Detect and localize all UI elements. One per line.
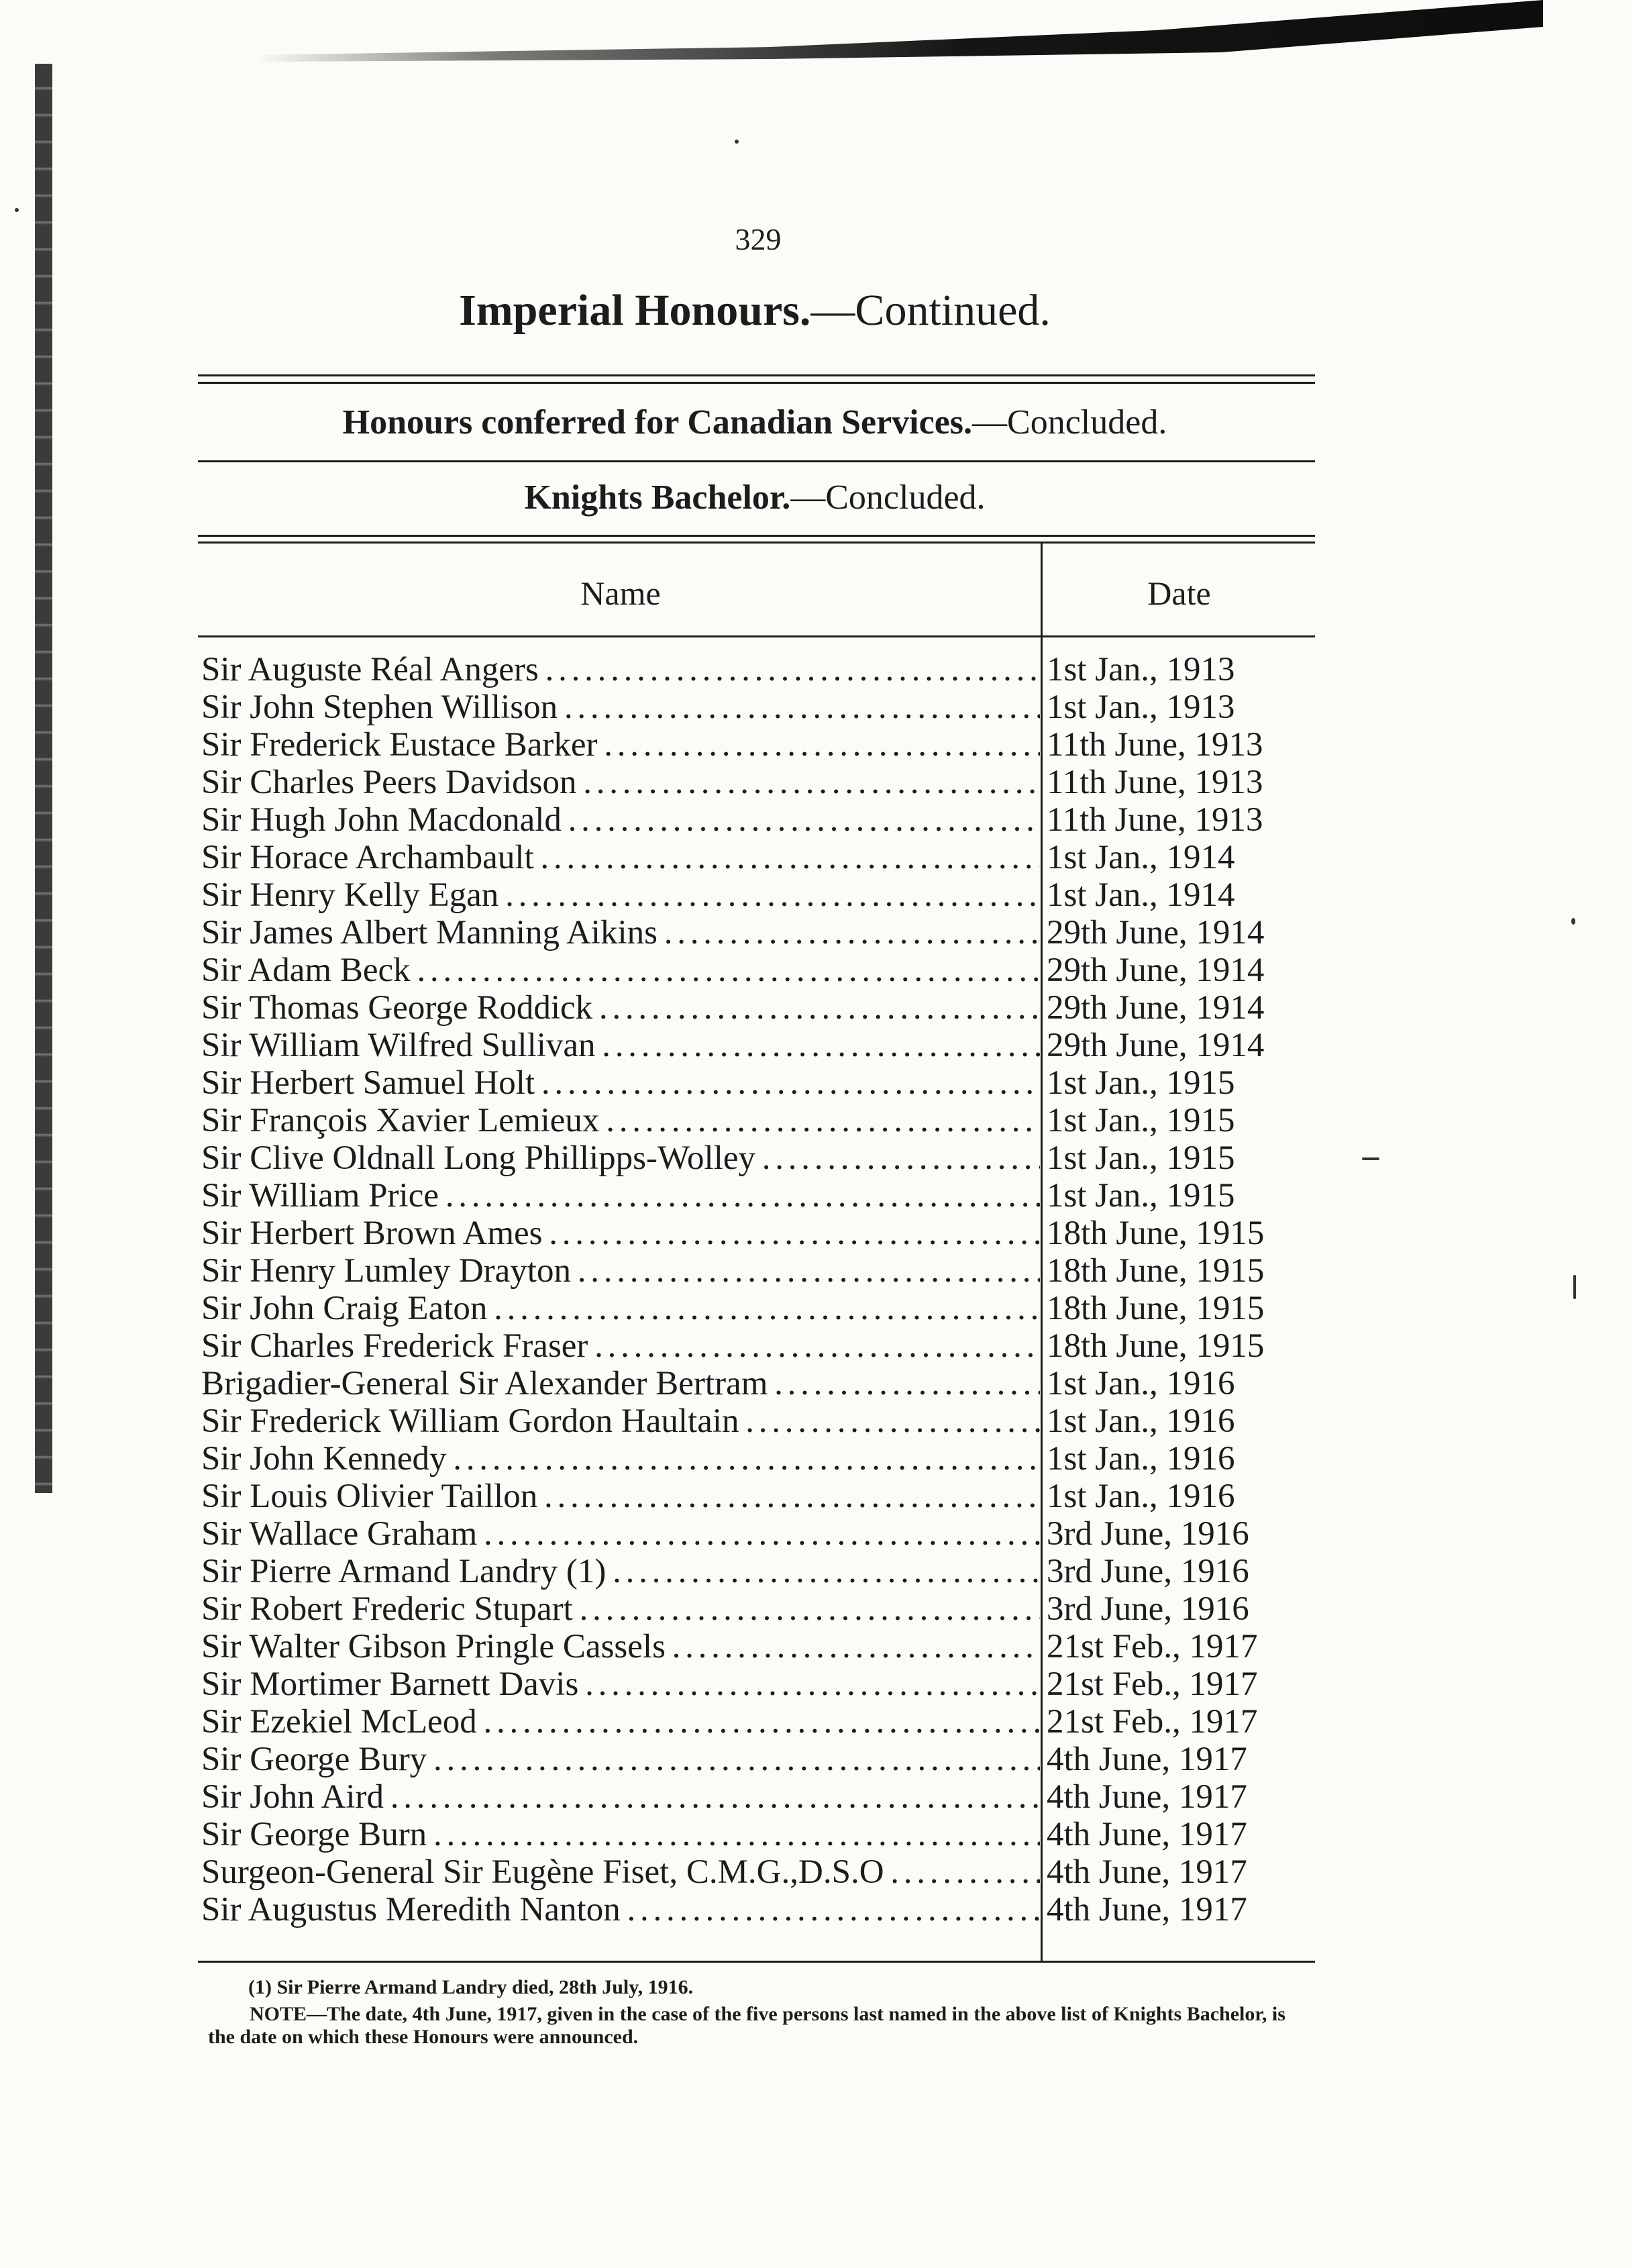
honour-date: 11th June, 1913 xyxy=(1047,801,1263,839)
table-row xyxy=(201,1290,1315,1327)
honour-date: 1st Jan., 1914 xyxy=(1047,839,1235,876)
honoree-name: Sir George Burn . . . xyxy=(201,1816,1040,1853)
page-title xyxy=(195,285,1315,336)
honoree-name: Sir John Craig Eaton . . . xyxy=(201,1290,1040,1327)
honour-date: 18th June, 1915 xyxy=(1047,1290,1265,1327)
title-rule xyxy=(198,374,1315,376)
honoree-name: Sir Herbert Samuel Holt . . . xyxy=(201,1064,1040,1102)
header-rule xyxy=(198,635,1315,637)
honoree-name: Sir Horace Archambault . . . xyxy=(201,839,1040,876)
honoree-name: Sir Charles Frederick Fraser . . . xyxy=(201,1327,1040,1365)
table-row xyxy=(201,1515,1315,1553)
honour-date: 1st Jan., 1915 xyxy=(1047,1064,1235,1102)
honour-date: 1st Jan., 1916 xyxy=(1047,1365,1235,1402)
page-number: 329 xyxy=(735,222,782,256)
honour-date: 3rd June, 1916 xyxy=(1047,1515,1249,1553)
honour-date: 29th June, 1914 xyxy=(1047,989,1265,1027)
table-row xyxy=(201,1102,1315,1139)
honour-date: 1st Jan., 1915 xyxy=(1047,1139,1235,1177)
honoree-name: Sir Thomas George Roddick . . . xyxy=(201,989,1040,1027)
honour-date: 11th June, 1913 xyxy=(1047,764,1263,801)
honour-date: 1st Jan., 1915 xyxy=(1047,1177,1235,1215)
honour-date: 4th June, 1917 xyxy=(1047,1816,1247,1853)
table-row xyxy=(201,1741,1315,1778)
honour-date: 1st Jan., 1916 xyxy=(1047,1478,1235,1515)
honour-date: 18th June, 1915 xyxy=(1047,1252,1265,1290)
honoree-name: Sir Wallace Graham . . . xyxy=(201,1515,1040,1553)
honoree-name: Sir William Wilfred Sullivan . . . xyxy=(201,1027,1040,1064)
honour-date: 4th June, 1917 xyxy=(1047,1891,1247,1928)
table-row xyxy=(201,1365,1315,1402)
table-row xyxy=(201,1402,1315,1440)
honoree-name: Sir Ezekiel McLeod . . . xyxy=(201,1703,1040,1741)
honour-date: 21st Feb., 1917 xyxy=(1047,1628,1258,1665)
honoree-name: Sir Henry Kelly Egan . . . xyxy=(201,876,1040,914)
honour-date: 29th June, 1914 xyxy=(1047,1027,1265,1064)
subsection-title-bold: Knights Bachelor. xyxy=(524,478,791,517)
subsection-title xyxy=(195,478,1315,517)
honoree-name: Sir Augustus Meredith Nanton . . . xyxy=(201,1891,1040,1928)
page-title-rest: —Continued. xyxy=(810,286,1051,335)
honoree-name: Sir Charles Peers Davidson . . . xyxy=(201,764,1040,801)
title-rule xyxy=(198,382,1315,384)
honoree-name: Sir James Albert Manning Aikins . . . xyxy=(201,914,1040,951)
table-row xyxy=(201,1064,1315,1102)
table-row xyxy=(201,1703,1315,1741)
honoree-name: Surgeon-General Sir Eugène Fiset, C.M.G.,D.S.O . . . xyxy=(201,1853,1040,1891)
honour-date: 21st Feb., 1917 xyxy=(1047,1703,1258,1741)
honoree-name: Sir Mortimer Barnett Davis . . . xyxy=(201,1665,1040,1703)
table-row xyxy=(201,1590,1315,1628)
table-top-rule xyxy=(198,542,1315,544)
table-top-rule xyxy=(198,535,1315,537)
footnote-note: NOTE—The date, 4th June, 1917, given in the case of the five persons last named in the above list of Knights Bachelor, is the date on which these Honours were announced. xyxy=(208,2003,1285,2048)
table-row xyxy=(201,839,1315,876)
honour-date: 11th June, 1913 xyxy=(1047,726,1263,764)
scan-speck xyxy=(15,208,19,212)
honoree-name: Sir Walter Gibson Pringle Cassels . . . xyxy=(201,1628,1040,1665)
honour-date: 4th June, 1917 xyxy=(1047,1741,1247,1778)
section-subtitle-bold: Honours conferred for Canadian Services. xyxy=(342,403,973,442)
table-row xyxy=(201,1853,1315,1891)
honour-date: 1st Jan., 1916 xyxy=(1047,1440,1235,1478)
column-header-date: Date xyxy=(1147,574,1211,612)
honour-date: 4th June, 1917 xyxy=(1047,1853,1247,1891)
table-row xyxy=(201,1139,1315,1177)
section-subtitle xyxy=(195,403,1315,442)
scan-speck xyxy=(1362,1157,1379,1160)
honoree-name: Sir Auguste Réal Angers . . . xyxy=(201,651,1040,688)
table-row xyxy=(201,688,1315,726)
honour-date: 1st Jan., 1914 xyxy=(1047,876,1235,914)
scan-binding-edge xyxy=(35,64,52,1493)
table-row xyxy=(201,726,1315,764)
subsection-title-rest: —Concluded. xyxy=(790,478,986,517)
table-row xyxy=(201,1816,1315,1853)
table-row xyxy=(201,764,1315,801)
honoree-name: Sir Hugh John Macdonald . . . xyxy=(201,801,1040,839)
honoree-name: Sir Pierre Armand Landry (1) . . . xyxy=(201,1553,1040,1590)
footnote-landry: (1) Sir Pierre Armand Landry died, 28th July, 1916. xyxy=(248,1976,694,1998)
honoree-name: Sir William Price . . . xyxy=(201,1177,1040,1215)
honoree-name: Sir Adam Beck . . . xyxy=(201,951,1040,989)
honour-date: 3rd June, 1916 xyxy=(1047,1590,1249,1628)
table-row xyxy=(201,1478,1315,1515)
scan-shadow-top xyxy=(255,0,1543,67)
honour-date: 21st Feb., 1917 xyxy=(1047,1665,1258,1703)
honour-date: 1st Jan., 1913 xyxy=(1047,688,1235,726)
table-row xyxy=(201,1177,1315,1215)
honour-date: 1st Jan., 1915 xyxy=(1047,1102,1235,1139)
column-header-name: Name xyxy=(580,574,661,612)
table-row xyxy=(201,1665,1315,1703)
scan-speck xyxy=(735,140,739,144)
section-subtitle-rest: —Concluded. xyxy=(972,403,1167,442)
table-row xyxy=(201,914,1315,951)
honour-date: 18th June, 1915 xyxy=(1047,1215,1265,1252)
table-row xyxy=(201,1252,1315,1290)
honoree-name: Sir François Xavier Lemieux . . . xyxy=(201,1102,1040,1139)
table-row xyxy=(201,1327,1315,1365)
table-row xyxy=(201,651,1315,688)
table-row xyxy=(201,1027,1315,1064)
scan-speck xyxy=(1573,1275,1576,1299)
honoree-name: Sir John Kennedy . . . xyxy=(201,1440,1040,1478)
scan-speck xyxy=(1571,918,1575,925)
honour-date: 29th June, 1914 xyxy=(1047,914,1265,951)
honoree-name: Sir Robert Frederic Stupart . . . xyxy=(201,1590,1040,1628)
honoree-name: Sir Frederick William Gordon Haultain . . . xyxy=(201,1402,1040,1440)
table-row xyxy=(201,801,1315,839)
honour-date: 3rd June, 1916 xyxy=(1047,1553,1249,1590)
table-bottom-rule xyxy=(198,1961,1315,1963)
table-row xyxy=(201,1553,1315,1590)
table-row xyxy=(201,1440,1315,1478)
honour-date: 29th June, 1914 xyxy=(1047,951,1265,989)
honour-date: 1st Jan., 1916 xyxy=(1047,1402,1235,1440)
honoree-name: Brigadier-General Sir Alexander Bertram . . . xyxy=(201,1365,1040,1402)
honoree-name: Sir John Aird . . . xyxy=(201,1778,1040,1816)
subtitle-rule xyxy=(198,460,1315,462)
honour-date: 4th June, 1917 xyxy=(1047,1778,1247,1816)
table-row xyxy=(201,989,1315,1027)
honoree-name: Sir Herbert Brown Ames . . . xyxy=(201,1215,1040,1252)
table-row xyxy=(201,951,1315,989)
honoree-name: Sir John Stephen Willison . . . xyxy=(201,688,1040,726)
honoree-name: Sir Louis Olivier Taillon . . . xyxy=(201,1478,1040,1515)
table-row xyxy=(201,1628,1315,1665)
honoree-name: Sir Frederick Eustace Barker . . . xyxy=(201,726,1040,764)
table-row xyxy=(201,876,1315,914)
honour-date: 18th June, 1915 xyxy=(1047,1327,1265,1365)
table-row xyxy=(201,1778,1315,1816)
honoree-name: Sir Henry Lumley Drayton . . . xyxy=(201,1252,1040,1290)
table-row xyxy=(201,1891,1315,1928)
honour-date: 1st Jan., 1913 xyxy=(1047,651,1235,688)
page-title-bold: Imperial Honours. xyxy=(459,286,811,335)
table-row xyxy=(201,1215,1315,1252)
honoree-name: Sir Clive Oldnall Long Phillipps-Wolley . . . xyxy=(201,1139,1040,1177)
honoree-name: Sir George Bury . . . xyxy=(201,1741,1040,1778)
